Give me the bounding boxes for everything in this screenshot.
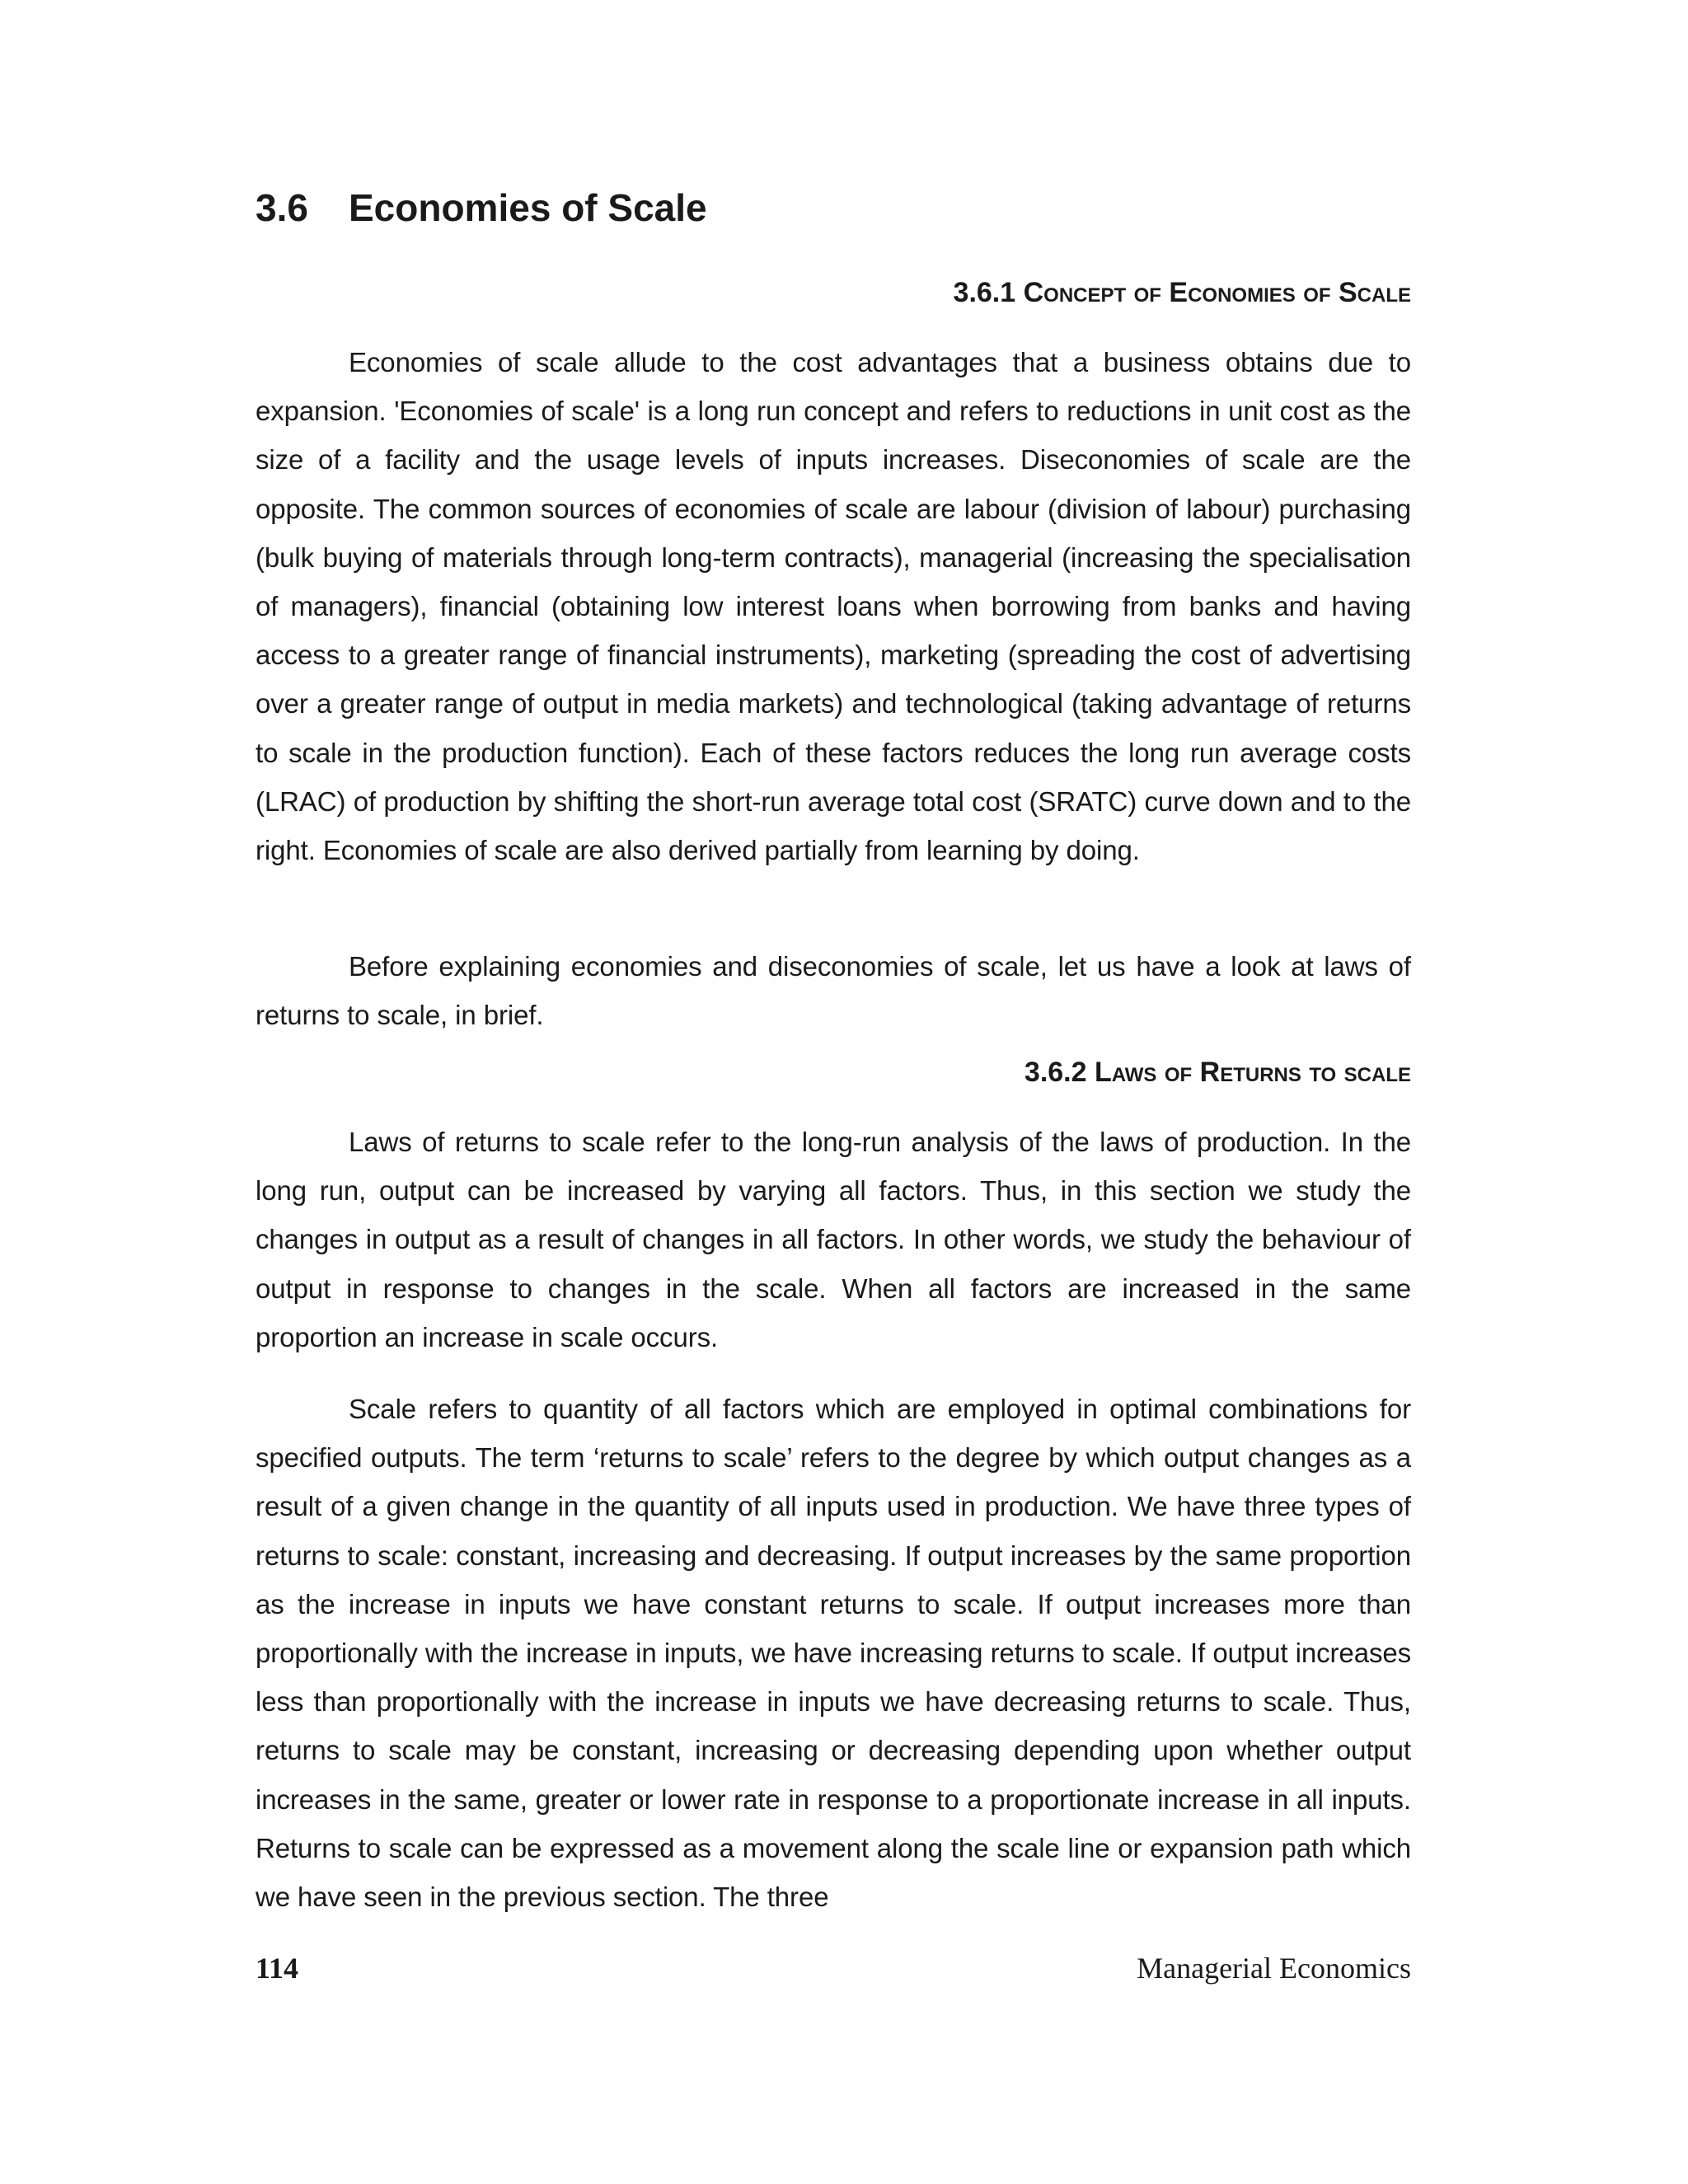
section-heading	[256, 185, 707, 231]
section-number: 3.6	[256, 186, 308, 229]
subsection-title-text: Laws of Returns to scale	[1094, 1057, 1411, 1088]
page-number: 114	[256, 1952, 299, 1985]
subsection-title-text: Concept of Economies of Scale	[1023, 277, 1411, 308]
subsection-heading-concept	[954, 276, 1411, 310]
paragraph-before-explaining: Before explaining economies and diseconomies of scale, let us have a look at laws of returns to scale, in brief.	[256, 951, 1411, 1031]
paragraph-concept-of-economies: Economies of scale allude to the cost advantages that a business obtains due to expansion. 'Economies of scale' is a long run concept and refers to reductions in unit cost as the size of a facility and the usage levels of inputs increases. Diseconomies of scale are the opposite. The common sources of economies of scale are labour (division of labour) purchasing (bulk buying of materials through long-term contracts), managerial (increasing the specialisation of managers), financial (obtaining low interest loans when borrowing from banks and having access to a greater range of financial instruments), marketing (spreading the cost of advertising over a greater range of output in media markets) and technological (taking advantage of returns to scale in the production function). Each of these factors reduces the long run average costs (LRAC) of production by shifting the short-run average total cost (SRATC) curve down and to the right. Economies of scale are also derived partially from learning by doing.	[256, 347, 1411, 866]
document-page	[256, 0, 1411, 2184]
paragraph-laws-of-returns: Laws of returns to scale refer to the long-run analysis of the laws of production. In the long run, output can be increased by varying all factors. Thus, in this section we study the changes in output as a result of changes in all factors. In other words, we study the behaviour of output in response to changes in the scale. When all factors are increased in the same proportion an increase in scale occurs.	[256, 1127, 1411, 1352]
section-title-text: Economies of Scale	[349, 186, 707, 229]
subsection-heading-laws	[1025, 1056, 1411, 1090]
book-title-footer: Managerial Economics	[1137, 1952, 1411, 1985]
subsection-number: 3.6.2	[1024, 1057, 1087, 1088]
paragraph-scale-refers: Scale refers to quantity of all factors which are employed in optimal combinations for specified outputs. The term ‘returns to scale’ refers to the degree by which output changes as a result of a given change in the quantity of all inputs used in production. We have three types of returns to scale: constant, increasing and decreasing. If output increases by the same proportion as the increase in inputs we have constant returns to scale. If output increases more than proportionally with the increase in inputs, we have increasing returns to scale. If output increases less than proportionally with the increase in inputs we have decreasing returns to scale. Thus, returns to scale may be constant, increasing or decreasing depending upon whether output increases in the same, greater or lower rate in response to a proportionate increase in all inputs. Returns to scale can be expressed as a movement along the scale line or expansion path which we have seen in the previous section. The three	[256, 1394, 1411, 1913]
subsection-number: 3.6.1	[953, 277, 1016, 308]
